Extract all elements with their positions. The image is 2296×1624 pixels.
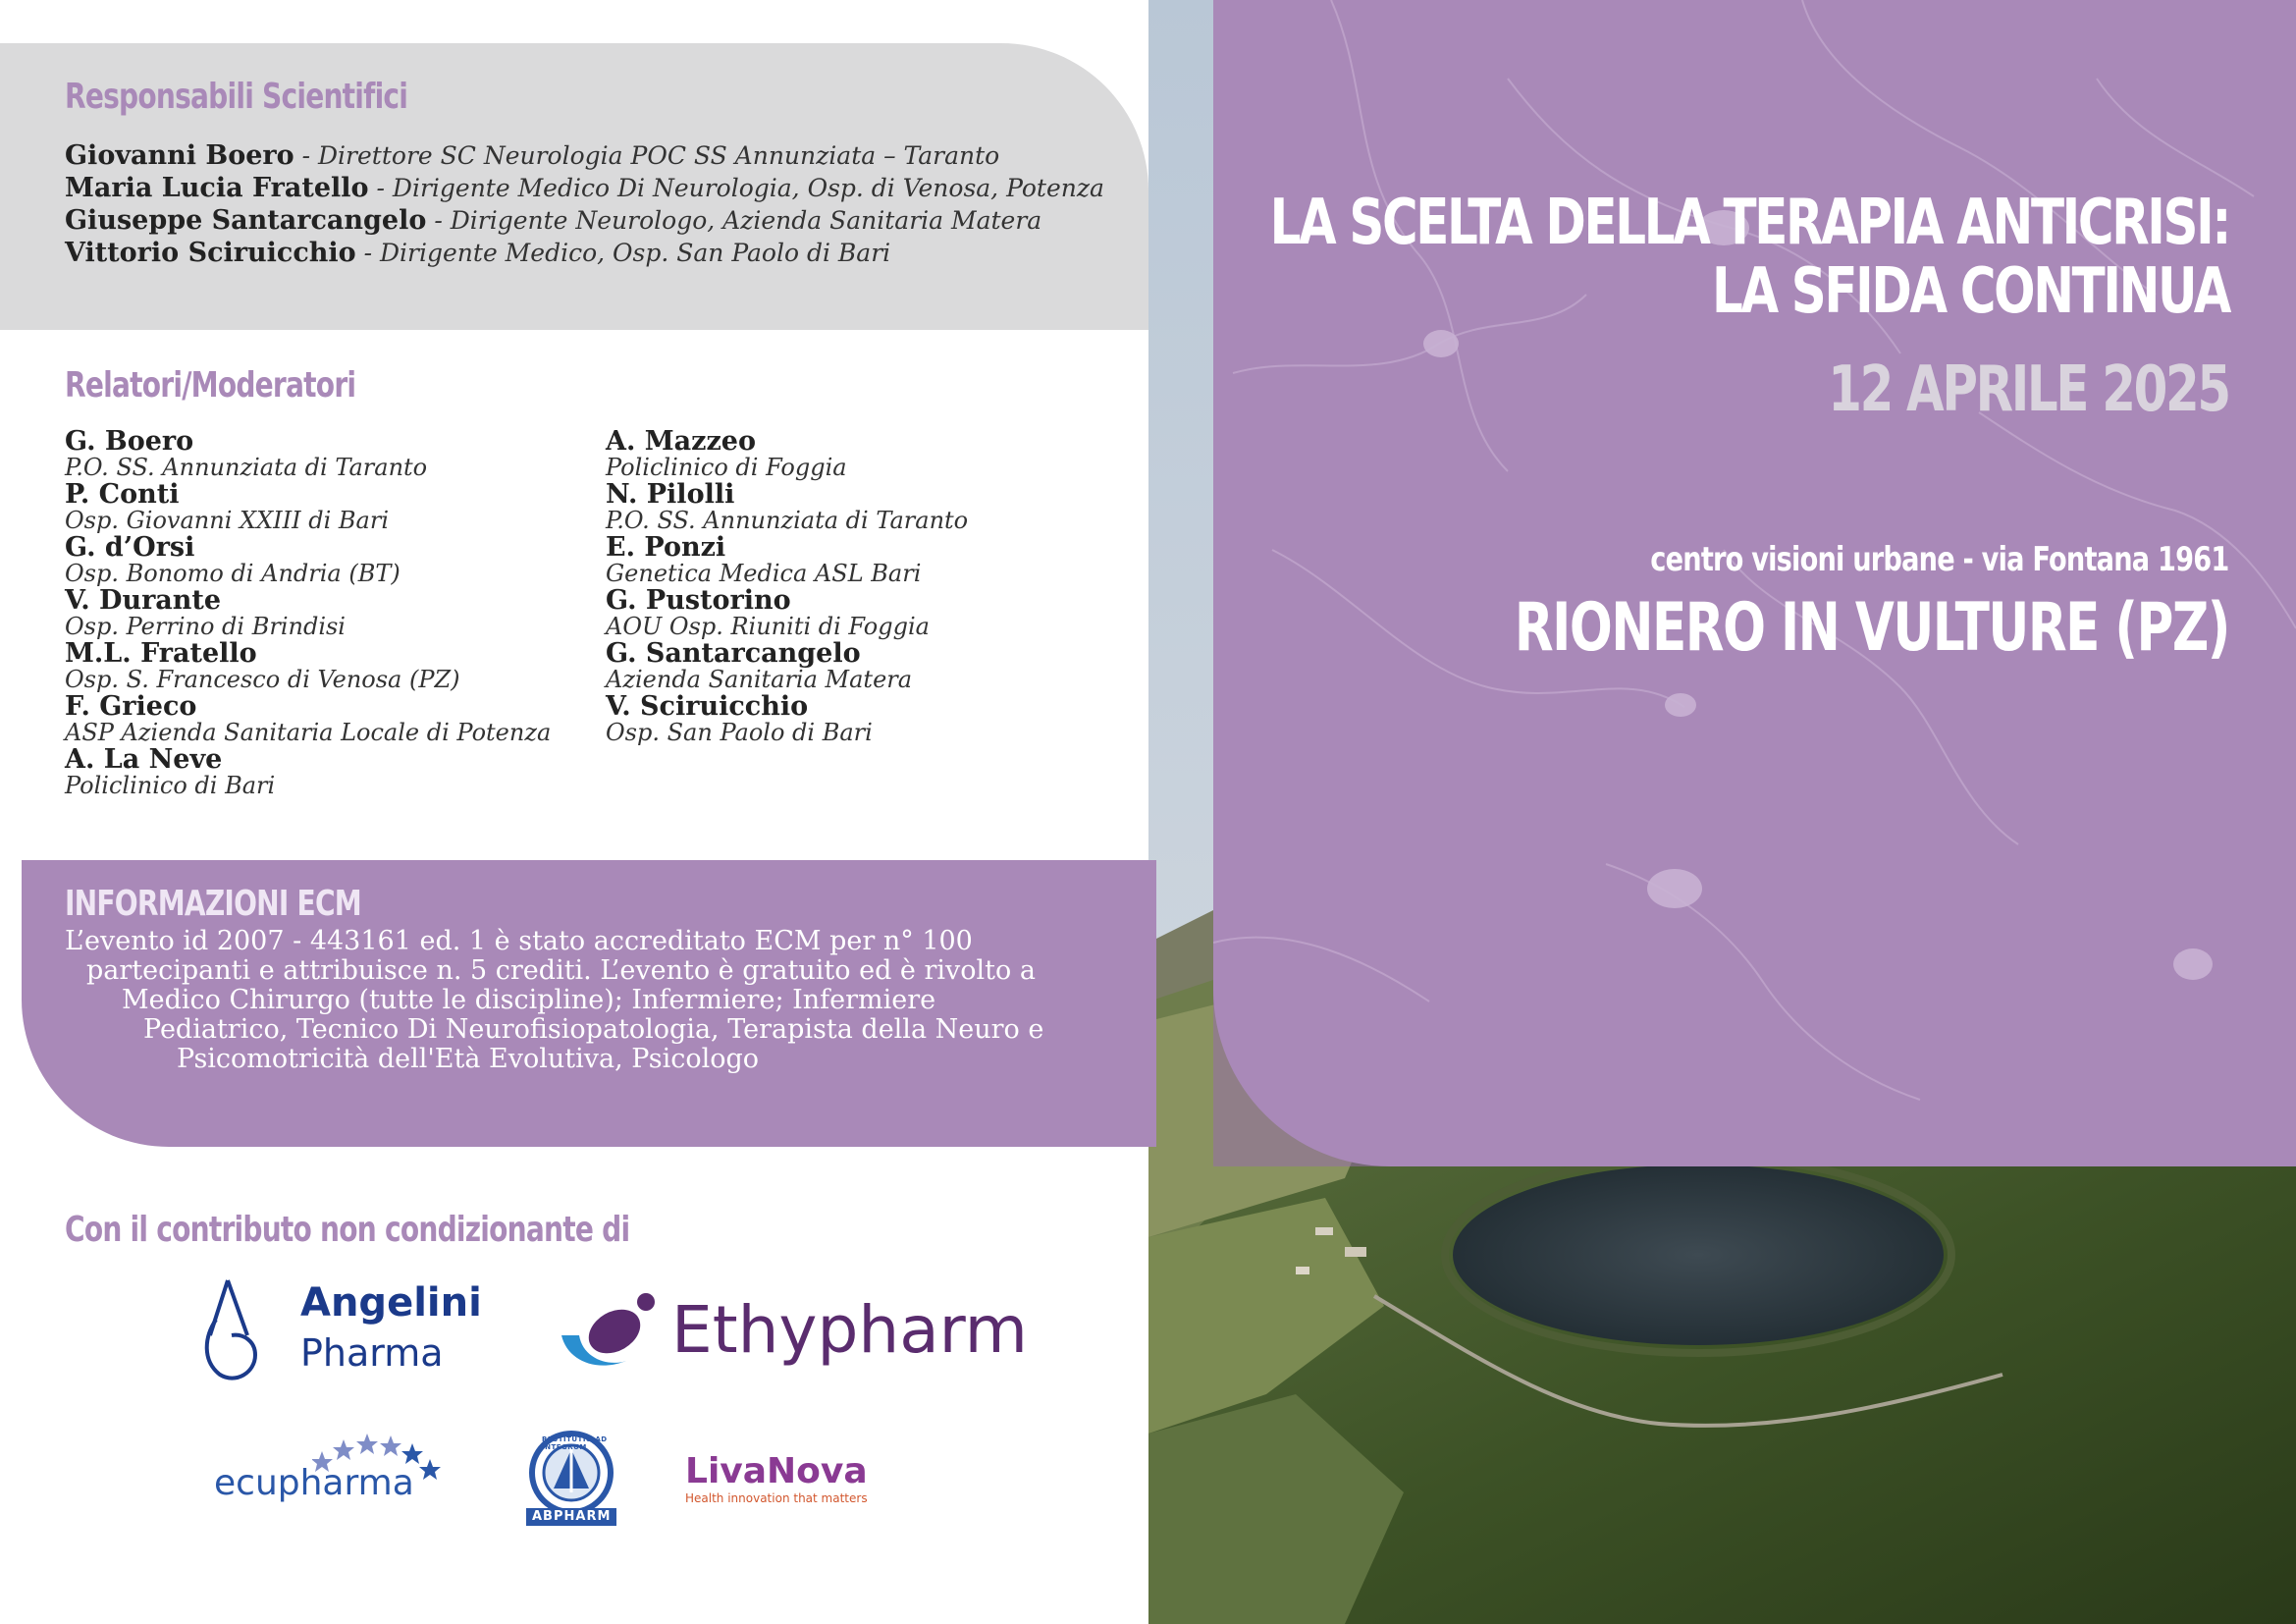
- ecm-line: Medico Chirurgo (tutte le discipline); Infermiere; Infermiere: [122, 985, 936, 1015]
- person-name: Giovanni Boero: [65, 140, 294, 171]
- angelini-subname: Pharma: [300, 1331, 444, 1375]
- speaker-affiliation: Osp. San Paolo di Bari: [606, 719, 873, 746]
- event-date: 12 APRILE 2025: [1828, 353, 2229, 426]
- speaker-affiliation: Policlinico di Bari: [65, 772, 276, 799]
- speaker-affiliation: P.O. SS. Annunziata di Taranto: [606, 507, 969, 534]
- abpharm-name: ABPHARM: [532, 1509, 612, 1524]
- person-role: - Dirigente Neurologo, Azienda Sanitaria Matera: [426, 206, 1042, 235]
- speaker-item: [65, 746, 551, 799]
- speaker-name: G. Pustorino: [606, 585, 791, 616]
- speaker-name: N. Pilolli: [606, 479, 735, 510]
- speaker-item: [65, 640, 551, 693]
- speaker-name: P. Conti: [65, 479, 180, 510]
- person-name: Maria Lucia Fratello: [65, 173, 369, 203]
- angelini-logo: [196, 1276, 481, 1384]
- abpharm-logo: [520, 1430, 628, 1528]
- speaker-affiliation: Azienda Sanitaria Matera: [606, 666, 913, 693]
- speaker-name: A. Mazzeo: [606, 426, 756, 457]
- event-city: RIONERO IN VULTURE (PZ): [1515, 589, 2229, 667]
- speaker-item: [65, 587, 551, 640]
- sponsors-heading: Con il contributo non condizionante di: [65, 1210, 630, 1250]
- ethypharm-name: Ethypharm: [671, 1292, 1028, 1368]
- ethypharm-logo: [558, 1286, 1028, 1384]
- scientific-row: [65, 139, 1104, 172]
- speaker-affiliation: Policlinico di Foggia: [606, 454, 847, 481]
- speaker-name: A. La Neve: [65, 744, 223, 775]
- ecm-text: [65, 927, 1043, 1074]
- angelini-drop-icon: [196, 1276, 265, 1384]
- speakers-column-1: [65, 428, 551, 799]
- title-panel: [1213, 0, 2296, 1166]
- person-name: Giuseppe Santarcangelo: [65, 205, 427, 236]
- person-role: - Dirigente Medico Di Neurologia, Osp. di Venosa, Potenza: [368, 174, 1104, 202]
- speaker-name: G. Boero: [65, 426, 194, 457]
- speaker-item: [65, 693, 551, 746]
- speaker-item: [606, 693, 968, 746]
- speaker-item: [65, 534, 551, 587]
- speaker-affiliation: Osp. Bonomo di Andria (BT): [65, 560, 400, 587]
- event-title-line2: LA SFIDA CONTINUA: [1711, 255, 2229, 328]
- livanova-logo: [685, 1451, 881, 1510]
- neuron-decoration: [1213, 0, 2296, 1166]
- scientific-row: [65, 172, 1104, 204]
- speaker-item: [65, 428, 551, 481]
- event-venue: centro visioni urbane - via Fontana 1961: [1650, 540, 2229, 579]
- speaker-affiliation: Genetica Medica ASL Bari: [606, 560, 922, 587]
- event-title-line1: LA SCELTA DELLA TERAPIA ANTICRISI:: [1269, 187, 2229, 259]
- livanova-name: LivaNova: [685, 1451, 868, 1491]
- speaker-name: G. d’Orsi: [65, 532, 195, 563]
- ecm-heading: INFORMAZIONI ECM: [65, 884, 361, 924]
- ethypharm-drop-icon: [558, 1290, 666, 1379]
- person-role: - Direttore SC Neurologia POC SS Annunziata – Taranto: [294, 141, 1000, 170]
- speaker-item: [606, 428, 968, 481]
- angelini-name: Angelini: [300, 1280, 482, 1326]
- scientific-list: [65, 139, 1104, 269]
- speaker-item: [606, 481, 968, 534]
- speaker-name: M.L. Fratello: [65, 638, 257, 669]
- person-name: Vittorio Sciruicchio: [65, 238, 356, 268]
- event-title: [1234, 189, 2229, 326]
- speaker-name: E. Ponzi: [606, 532, 726, 563]
- speaker-item: [606, 587, 968, 640]
- scientific-heading: Responsabili Scientifici: [65, 77, 408, 117]
- speaker-item: [606, 640, 968, 693]
- ecm-line: L’evento id 2007 - 443161 ed. 1 è stato accreditato ECM per n° 100: [65, 926, 973, 956]
- scientific-row: [65, 237, 1104, 269]
- speaker-item: [606, 534, 968, 587]
- speaker-name: V. Sciruicchio: [606, 691, 809, 722]
- speaker-name: F. Grieco: [65, 691, 197, 722]
- speaker-item: [65, 481, 551, 534]
- ecm-line: partecipanti e attribuisce n. 5 crediti. L’evento è gratuito ed è rivolto a: [86, 955, 1036, 986]
- person-role: - Dirigente Medico, Osp. San Paolo di Bari: [355, 239, 891, 267]
- abpharm-ring-text: RESTITUTIO AD INTEGRUM: [542, 1435, 608, 1451]
- speaker-affiliation: ASP Azienda Sanitaria Locale di Potenza: [65, 719, 552, 746]
- ecm-line: Pediatrico, Tecnico Di Neurofisiopatologia, Terapista della Neuro e: [143, 1014, 1044, 1045]
- speaker-affiliation: Osp. Perrino di Brindisi: [65, 613, 346, 640]
- speakers-column-2: [606, 428, 968, 746]
- speakers-heading: Relatori/Moderatori: [65, 365, 356, 406]
- ecupharma-logo: [214, 1430, 469, 1508]
- livanova-tagline: Health innovation that matters: [685, 1491, 868, 1505]
- speaker-affiliation: Osp. Giovanni XXIII di Bari: [65, 507, 389, 534]
- speaker-affiliation: AOU Osp. Riuniti di Foggia: [606, 613, 930, 640]
- speaker-affiliation: Osp. S. Francesco di Venosa (PZ): [65, 666, 460, 693]
- ecupharma-name: ecupharma: [214, 1463, 414, 1503]
- speaker-affiliation: P.O. SS. Annunziata di Taranto: [65, 454, 428, 481]
- scientific-row: [65, 204, 1104, 237]
- ecm-line: Psicomotricità dell'Età Evolutiva, Psicologo: [177, 1044, 760, 1074]
- speaker-name: G. Santarcangelo: [606, 638, 861, 669]
- speaker-name: V. Durante: [65, 585, 222, 616]
